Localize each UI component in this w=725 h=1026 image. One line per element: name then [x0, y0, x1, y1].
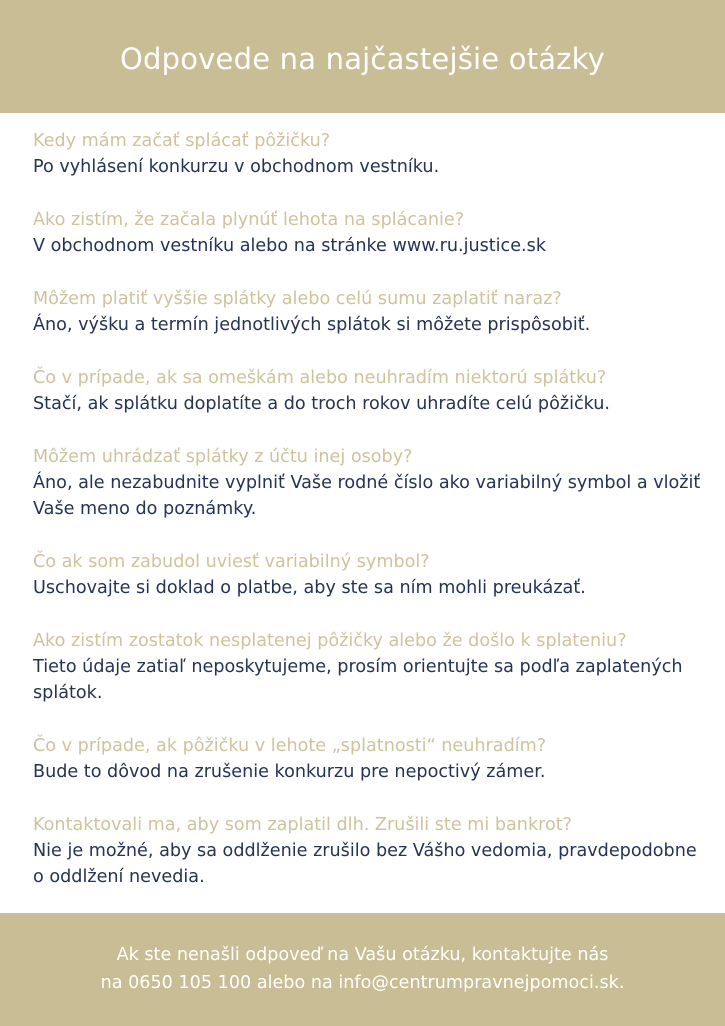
faq-item: [33, 628, 705, 706]
faq-answer: Áno, ale nezabudnite vyplniť Vaše rodné číslo ako variabilný symbol a vložiť Vaše meno do poznámky.: [33, 473, 701, 519]
faq-question: Čo v prípade, ak pôžičku v lehote „splatnosti“ neuhradím?: [33, 736, 547, 756]
faq-answer: Uschovajte si doklad o platbe, aby ste sa ním mohli preukázať.: [33, 578, 586, 598]
footer-contact-line-1: Ak ste nenašli odpoveď na Vašu otázku, kontaktujte nás: [116, 944, 609, 965]
faq-answer: Tieto údaje zatiaľ neposkytujeme, prosím orientujte sa podľa zaplatených splátok.: [33, 657, 683, 703]
faq-item: [33, 549, 705, 601]
faq-question: Čo v prípade, ak sa omeškám alebo neuhradím niektorú splátku?: [33, 368, 607, 388]
faq-item: [33, 286, 705, 338]
faq-list: [33, 128, 705, 917]
faq-item: [33, 733, 705, 785]
faq-answer: Po vyhlásení konkurzu v obchodnom vestníku.: [33, 157, 440, 177]
faq-item: [33, 207, 705, 259]
page-title: Odpovede na najčastejšie otázky: [120, 41, 605, 76]
faq-answer: Nie je možné, aby sa oddlženie zrušilo bez Vášho vedomia, pravdepodobne o oddlžení nevedia.: [33, 841, 697, 887]
faq-question: Môžem uhrádzať splátky z účtu inej osoby?: [33, 447, 413, 467]
faq-question: Kedy mám začať splácať pôžičku?: [33, 131, 331, 151]
footer-contact-line-2: na 0650 105 100 alebo na info@centrumpravnejpomoci.sk.: [100, 972, 625, 993]
faq-answer: Bude to dôvod na zrušenie konkurzu pre nepoctivý zámer.: [33, 762, 546, 782]
faq-item: [33, 444, 705, 522]
faq-item: [33, 812, 705, 890]
faq-answer: Stačí, ak splátku doplatíte a do troch rokov uhradíte celú pôžičku.: [33, 394, 611, 414]
faq-question: Kontaktovali ma, aby som zaplatil dlh. Zrušili ste mi bankrot?: [33, 815, 572, 835]
faq-question: Ako zistím, že začala plynúť lehota na splácanie?: [33, 210, 465, 230]
faq-answer: V obchodnom vestníku alebo na stránke www.ru.justice.sk: [33, 236, 547, 256]
footer-band: [0, 913, 725, 1026]
faq-question: Čo ak som zabudol uviesť variabilný symbol?: [33, 552, 430, 572]
faq-question: Ako zistím zostatok nesplatenej pôžičky alebo že došlo k splateniu?: [33, 631, 627, 651]
faq-item: [33, 128, 705, 180]
faq-answer: Áno, výšku a termín jednotlivých splátok si môžete prispôsobiť.: [33, 315, 591, 335]
faq-question: Môžem platiť vyššie splátky alebo celú sumu zaplatiť naraz?: [33, 289, 562, 309]
header-band: [0, 0, 725, 113]
faq-item: [33, 365, 705, 417]
